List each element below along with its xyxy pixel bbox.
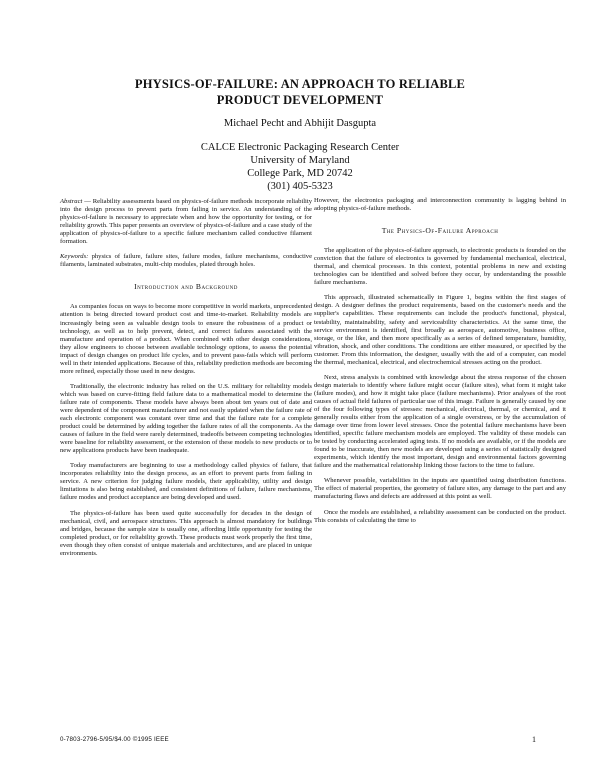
copyright-code: 0-7803-2796-5/95/$4.00 ©1995 IEEE xyxy=(60,736,169,743)
paragraph: Once the models are established, a reliability assessment can be conducted on the product. This consists of calculating the time to xyxy=(314,508,566,524)
paragraph: Next, stress analysis is combined with knowledge about the stress response of the chosen design materials to identify where failure might occur (failure sites), what form it might take (failure modes), and how it might take place (failure mechanisms). Prior analyses of the root causes of actual field failures of particular use of this image. Failure is generally caused by one of the four following types of stresses: mechanical, electrical, thermal, or chemical, and it generally results either from the application of a single overstress, or by the accumulation of damage over time from lower level stresses. Once the potential failure mechanisms have been identified, specific failure mechanism models are employed. The validity of these models can be tested by conducting accelerated aging tests. If no models are available, or if the models are found to be inaccurate, then new models are developed using a series of statistically designed experiments, which identify the most important, design and environmental factors governing failure and the mathematical relationship linking those factors to the time to failure. xyxy=(314,373,566,470)
authors: Michael Pecht and Abhijit Dasgupta xyxy=(223,118,377,129)
affiliation-line-4: (301) 405-5323 xyxy=(267,181,333,192)
paper-title xyxy=(60,76,540,108)
paragraph: Whenever possible, variabilities in the inputs are quantified using distribution functions. The effect of material properties, the geometry of failure sites, any damage to the part and any manufacturing flaws and defects are addressed at this point as well. xyxy=(314,477,566,501)
keywords-label: Keywords: xyxy=(60,253,89,261)
affiliation-line-3: College Park, MD 20742 xyxy=(247,168,353,179)
section-heading-physics-of-failure: The Physics-Of-Failure Approach xyxy=(381,226,499,236)
right-column xyxy=(314,197,566,532)
section-heading-introduction: Introduction and Background xyxy=(134,282,238,292)
affiliation-line-1: CALCE Electronic Packaging Research Center xyxy=(200,142,400,153)
paragraph: Traditionally, the electronic industry has relied on the U.S. military for reliability models which was based on curve-fitting field failure data to a mathematical model to determine the failure rate of components. These models have always been about ten years out of date and were dependent of the component manufacturer and not easily updated when the failure rate of each electronic component was constant over time and that the failure rate for a complete product could be determined by adding together the failure rates of all the components. As the causes of failure in the field were rarely determined, tradeoffs between competing technologies were baseline for reliability assessment, or the extension of these models to new products or to new applications products have been inadequate. xyxy=(60,382,312,455)
page-number: 1 xyxy=(532,735,536,744)
affiliation-line-2: University of Maryland xyxy=(250,155,350,166)
affiliation xyxy=(150,141,450,193)
paragraph: The physics-of-failure has been used quite successfully for decades in the design of mechanical, civil, and aerospace structures. This approach is almost mandatory for buildings and bridges, because the sample size is usually one, affording little opportunity for testing the completed product, or for reliability growth. These products must work properly the first time, even though they often consist of unique materials and architectures, and are placed in unique environments. xyxy=(60,509,312,557)
abstract-label: Abstract xyxy=(60,198,83,205)
paragraph: This approach, illustrated schematically in Figure 1, begins within the first stages of design. A designer defines the product requirements, based on the customer's needs and the supplier's capabilities. These requirements can include the product's functional, physical, testability, maintainability, safety and serviceability characteristics. At the same time, the service environment is identified, first broadly as aerospace, automotive, business office, storage, or the like, and then more specifically as a series of defined temperature, humidity, vibration, shock, and other conditions. The conditions are either measured, or specified by the customer. From this information, the designer, usually with the aid of a computer, can model the thermal, mechanical, electrical, and electrochemical stresses acting on the product. xyxy=(314,294,566,366)
paragraph: As companies focus on ways to become more competitive in world markets, unprecedented attention is being directed toward product cost and time-to-market. Reliability models are increasingly being seen as valuable design tools to ensure the robustness of a product or technology, as well as to help prevent, detect, and correct failures associated with the manufacture and operation of a product. When combined with other design considerations, they allow engineers to choose between available technology options, to assess the potential impact of design changes on product life cycles, and to prevent pass-fails which will perform well in their intended applications. Because of this, reliability prediction methods are becoming more refined, especially those used in new designs. xyxy=(60,303,312,375)
paragraph: However, the electronics packaging and interconnection community is lagging behind in adopting physics-of-failure methods. xyxy=(314,197,566,213)
abstract-text: — Reliability assessments based on physics-of-failure methods incorporate reliability into the design process to prevent parts from failing in service. An understanding of the physics-of-failure is necessary to appreciate when and how the opportunity for testing, or for reliability growth. This paper presents an overview of physics-of-failure and a case study of the application of physics-of-failure to a specific failure mechanism called conductive filament formation. xyxy=(60,198,312,246)
paragraph: Today manufacturers are beginning to use a methodology called physics of failure, that incorporates reliability into the design process, as an effort to prevent parts from failing in service. A new criterion for judging failure models, their applicability, utility and design limitations is also being established, and consistent definitions of failure, failure mechanisms, failure modes and product acceptance are being developed and used. xyxy=(60,462,312,502)
paragraph: The application of the physics-of-failure approach, to electronic products is founded on the conviction that the failure of electronics is governed by fundamental mechanical, electrical, thermal, and chemical processes. In this context, potential problems in new and existing technologies can be identified and solved before they occur, by understanding the possible failure mechanisms. xyxy=(314,247,566,287)
keywords xyxy=(60,253,312,269)
title-line-2: PRODUCT DEVELOPMENT xyxy=(216,93,384,107)
keywords-text: physics of failure, failure sites, failure modes, failure mechanisms, conductive filaments, laminated substrates, multi-chip modules, plated through holes. xyxy=(60,253,312,269)
abstract xyxy=(60,198,312,246)
title-line-1: PHYSICS-OF-FAILURE: AN APPROACH TO RELIABLE xyxy=(134,77,466,91)
left-column xyxy=(60,198,312,565)
